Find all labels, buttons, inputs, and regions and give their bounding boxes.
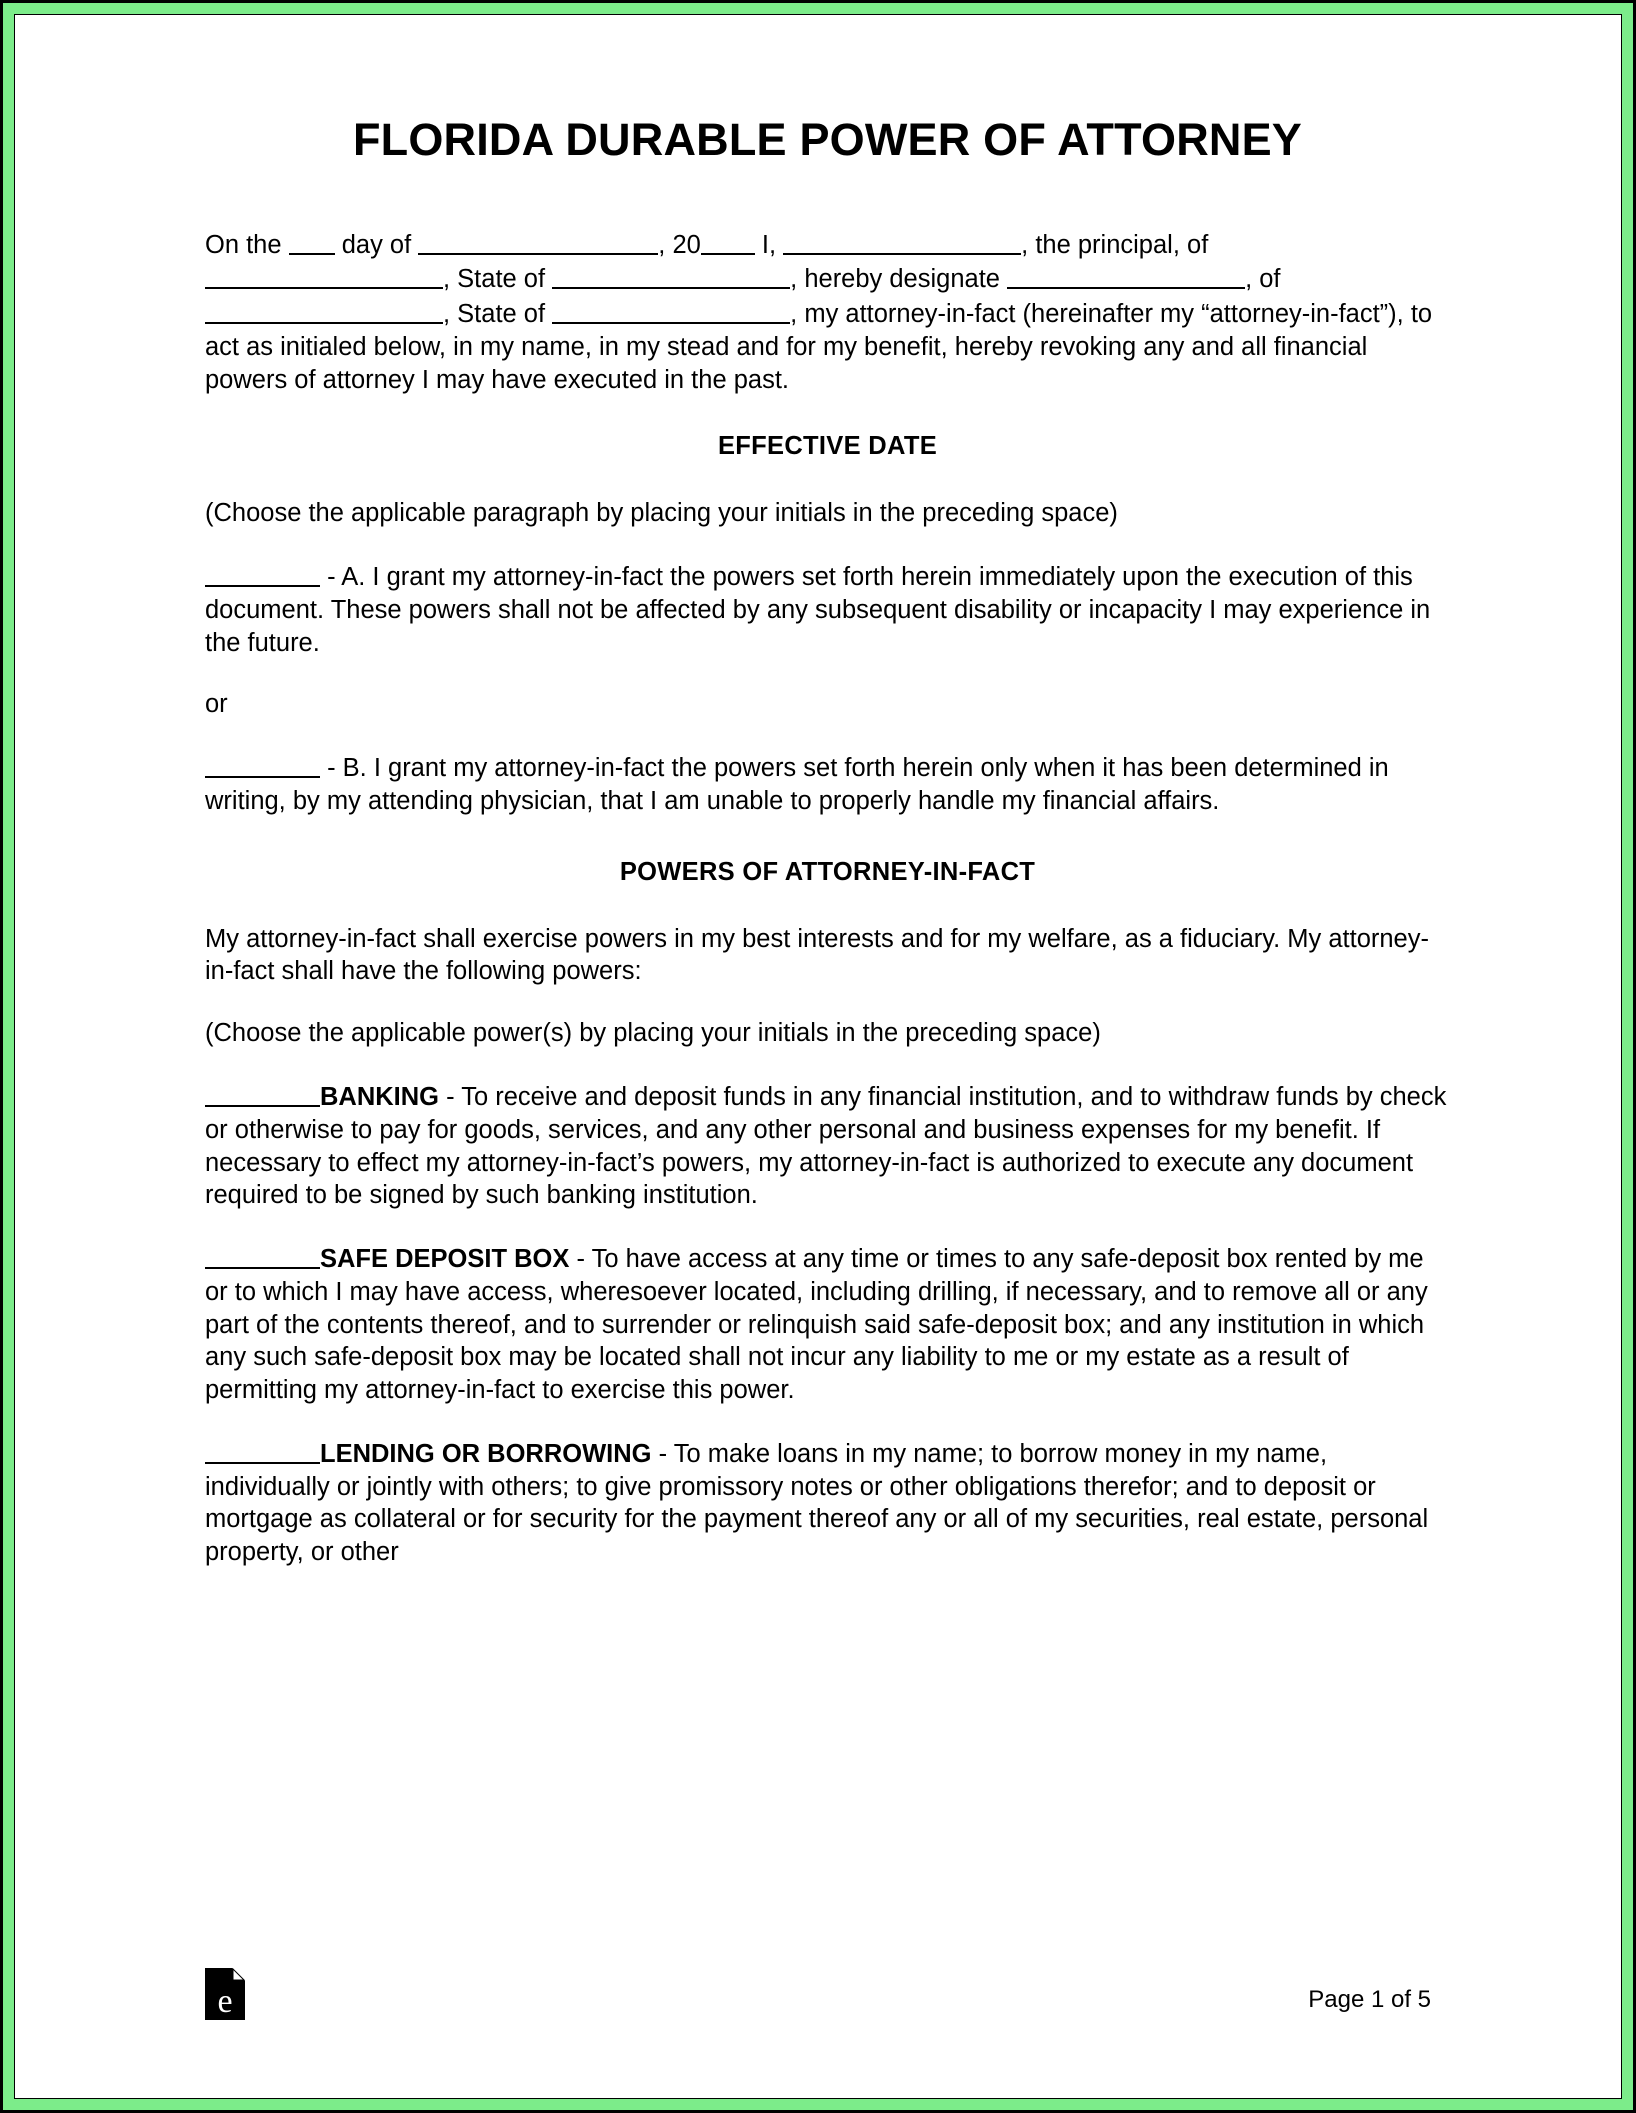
intro-text-4: I, bbox=[754, 230, 784, 259]
effective-date-heading: EFFECTIVE DATE bbox=[717, 432, 938, 461]
agent-name-blank[interactable] bbox=[1007, 261, 1245, 289]
power-item-safe-deposit-box bbox=[205, 1241, 1450, 1407]
safe-deposit-box-label: SAFE DEPOSIT BOX bbox=[320, 1245, 570, 1274]
page-footer bbox=[205, 1956, 1431, 2020]
effective-date-option-a bbox=[205, 559, 1450, 659]
intro-text-7: , hereby designate bbox=[790, 265, 1008, 294]
option-a-initials-blank[interactable] bbox=[205, 559, 320, 587]
power-item-lending-or-borrowing bbox=[205, 1436, 1450, 1569]
principal-name-blank[interactable] bbox=[783, 227, 1021, 255]
safe-deposit-box-text: - To have access at any time or times to any safe-deposit box rented by me or to which I may have access, wheresoever located, including drilling, if necessary, and to remove all or any part of the contents thereof, and to surrender or relinquish said safe-deposit box; and any institution in which any such safe-deposit box may be located shall not incur any liability to me or my estate as a result of permitting my attorney-in-fact to exercise this power. bbox=[205, 1245, 1428, 1405]
intro-text-1: On the bbox=[205, 230, 289, 259]
effective-date-option-b bbox=[205, 750, 1450, 818]
agent-city-blank[interactable] bbox=[205, 296, 443, 324]
lending-initials-blank[interactable] bbox=[205, 1436, 320, 1464]
effective-date-instruction: (Choose the applicable paragraph by placing your initials in the preceding space) bbox=[205, 499, 1118, 528]
safe-deposit-box-initials-blank[interactable] bbox=[205, 1241, 320, 1269]
eforms-logo-icon bbox=[205, 1968, 245, 2020]
lending-label: LENDING OR BORROWING bbox=[320, 1439, 652, 1468]
powers-instruction: (Choose the applicable power(s) by placing your initials in the preceding space) bbox=[205, 1019, 1101, 1048]
lending-text: - To make loans in my name; to borrow money in my name, individually or jointly with others; to give promissory notes or other obligations therefor; and to deposit or mortgage as collateral or for security for the payment thereof any or all of my securities, real estate, personal property, or other bbox=[205, 1439, 1429, 1567]
month-blank[interactable] bbox=[418, 227, 658, 255]
document-body bbox=[205, 115, 1450, 2098]
intro-text-6: , State of bbox=[443, 265, 553, 294]
logo-letter: e bbox=[217, 1983, 233, 2020]
intro-text-3: , 20 bbox=[658, 230, 701, 259]
effective-date-or-label: or bbox=[205, 690, 228, 719]
page-title: FLORIDA DURABLE POWER OF ATTORNEY bbox=[352, 114, 1303, 165]
option-b-text: - B. I grant my attorney-in-fact the powers set forth herein only when it has been determined in writing, by my attending physician, that I am unable to properly handle my financial affairs. bbox=[205, 754, 1389, 815]
intro-paragraph bbox=[205, 227, 1450, 397]
powers-heading: POWERS OF ATTORNEY-IN-FACT bbox=[619, 857, 1036, 886]
principal-city-blank[interactable] bbox=[205, 261, 443, 289]
option-a-text: - A. I grant my attorney-in-fact the powers set forth herein immediately upon the execution of this document. These powers shall not be affected by any subsequent disability or incapacity I may experience in the future. bbox=[205, 563, 1431, 657]
power-item-banking bbox=[205, 1079, 1450, 1212]
option-b-initials-blank[interactable] bbox=[205, 750, 320, 778]
intro-text-5: , the principal, of bbox=[1021, 230, 1209, 259]
day-blank[interactable] bbox=[289, 227, 335, 255]
principal-state-blank[interactable] bbox=[552, 261, 790, 289]
banking-label: BANKING bbox=[320, 1082, 439, 1111]
document-page bbox=[14, 14, 1622, 2099]
powers-lead-paragraph: My attorney-in-fact shall exercise powers in my best interests and for my welfare, as a fiduciary. My attorney-in-fact shall have the following powers: bbox=[205, 924, 1429, 986]
page-number-label: Page 1 of 5 bbox=[1308, 1986, 1431, 2013]
intro-text-9: , State of bbox=[443, 300, 553, 329]
banking-initials-blank[interactable] bbox=[205, 1079, 320, 1107]
intro-text-8: , of bbox=[1245, 265, 1281, 294]
banking-text: - To receive and deposit funds in any financial institution, and to withdraw funds by check or otherwise to pay for goods, services, and any other personal and business expenses for my benefit. If necessary to effect my attorney-in-fact’s powers, my attorney-in-fact is authorized to execute any document required to be signed by such banking institution. bbox=[205, 1082, 1447, 1210]
agent-state-blank[interactable] bbox=[552, 296, 790, 324]
intro-text-2: day of bbox=[334, 230, 419, 259]
intro-text-10: , my attorney-in-fact (hereinafter my “attorney-in-fact”), to act as initialed below, in my name, in my stead and for my benefit, hereby revoking any and all financial powers of attorney I may have executed in the past. bbox=[205, 300, 1433, 394]
year-blank[interactable] bbox=[701, 227, 755, 255]
